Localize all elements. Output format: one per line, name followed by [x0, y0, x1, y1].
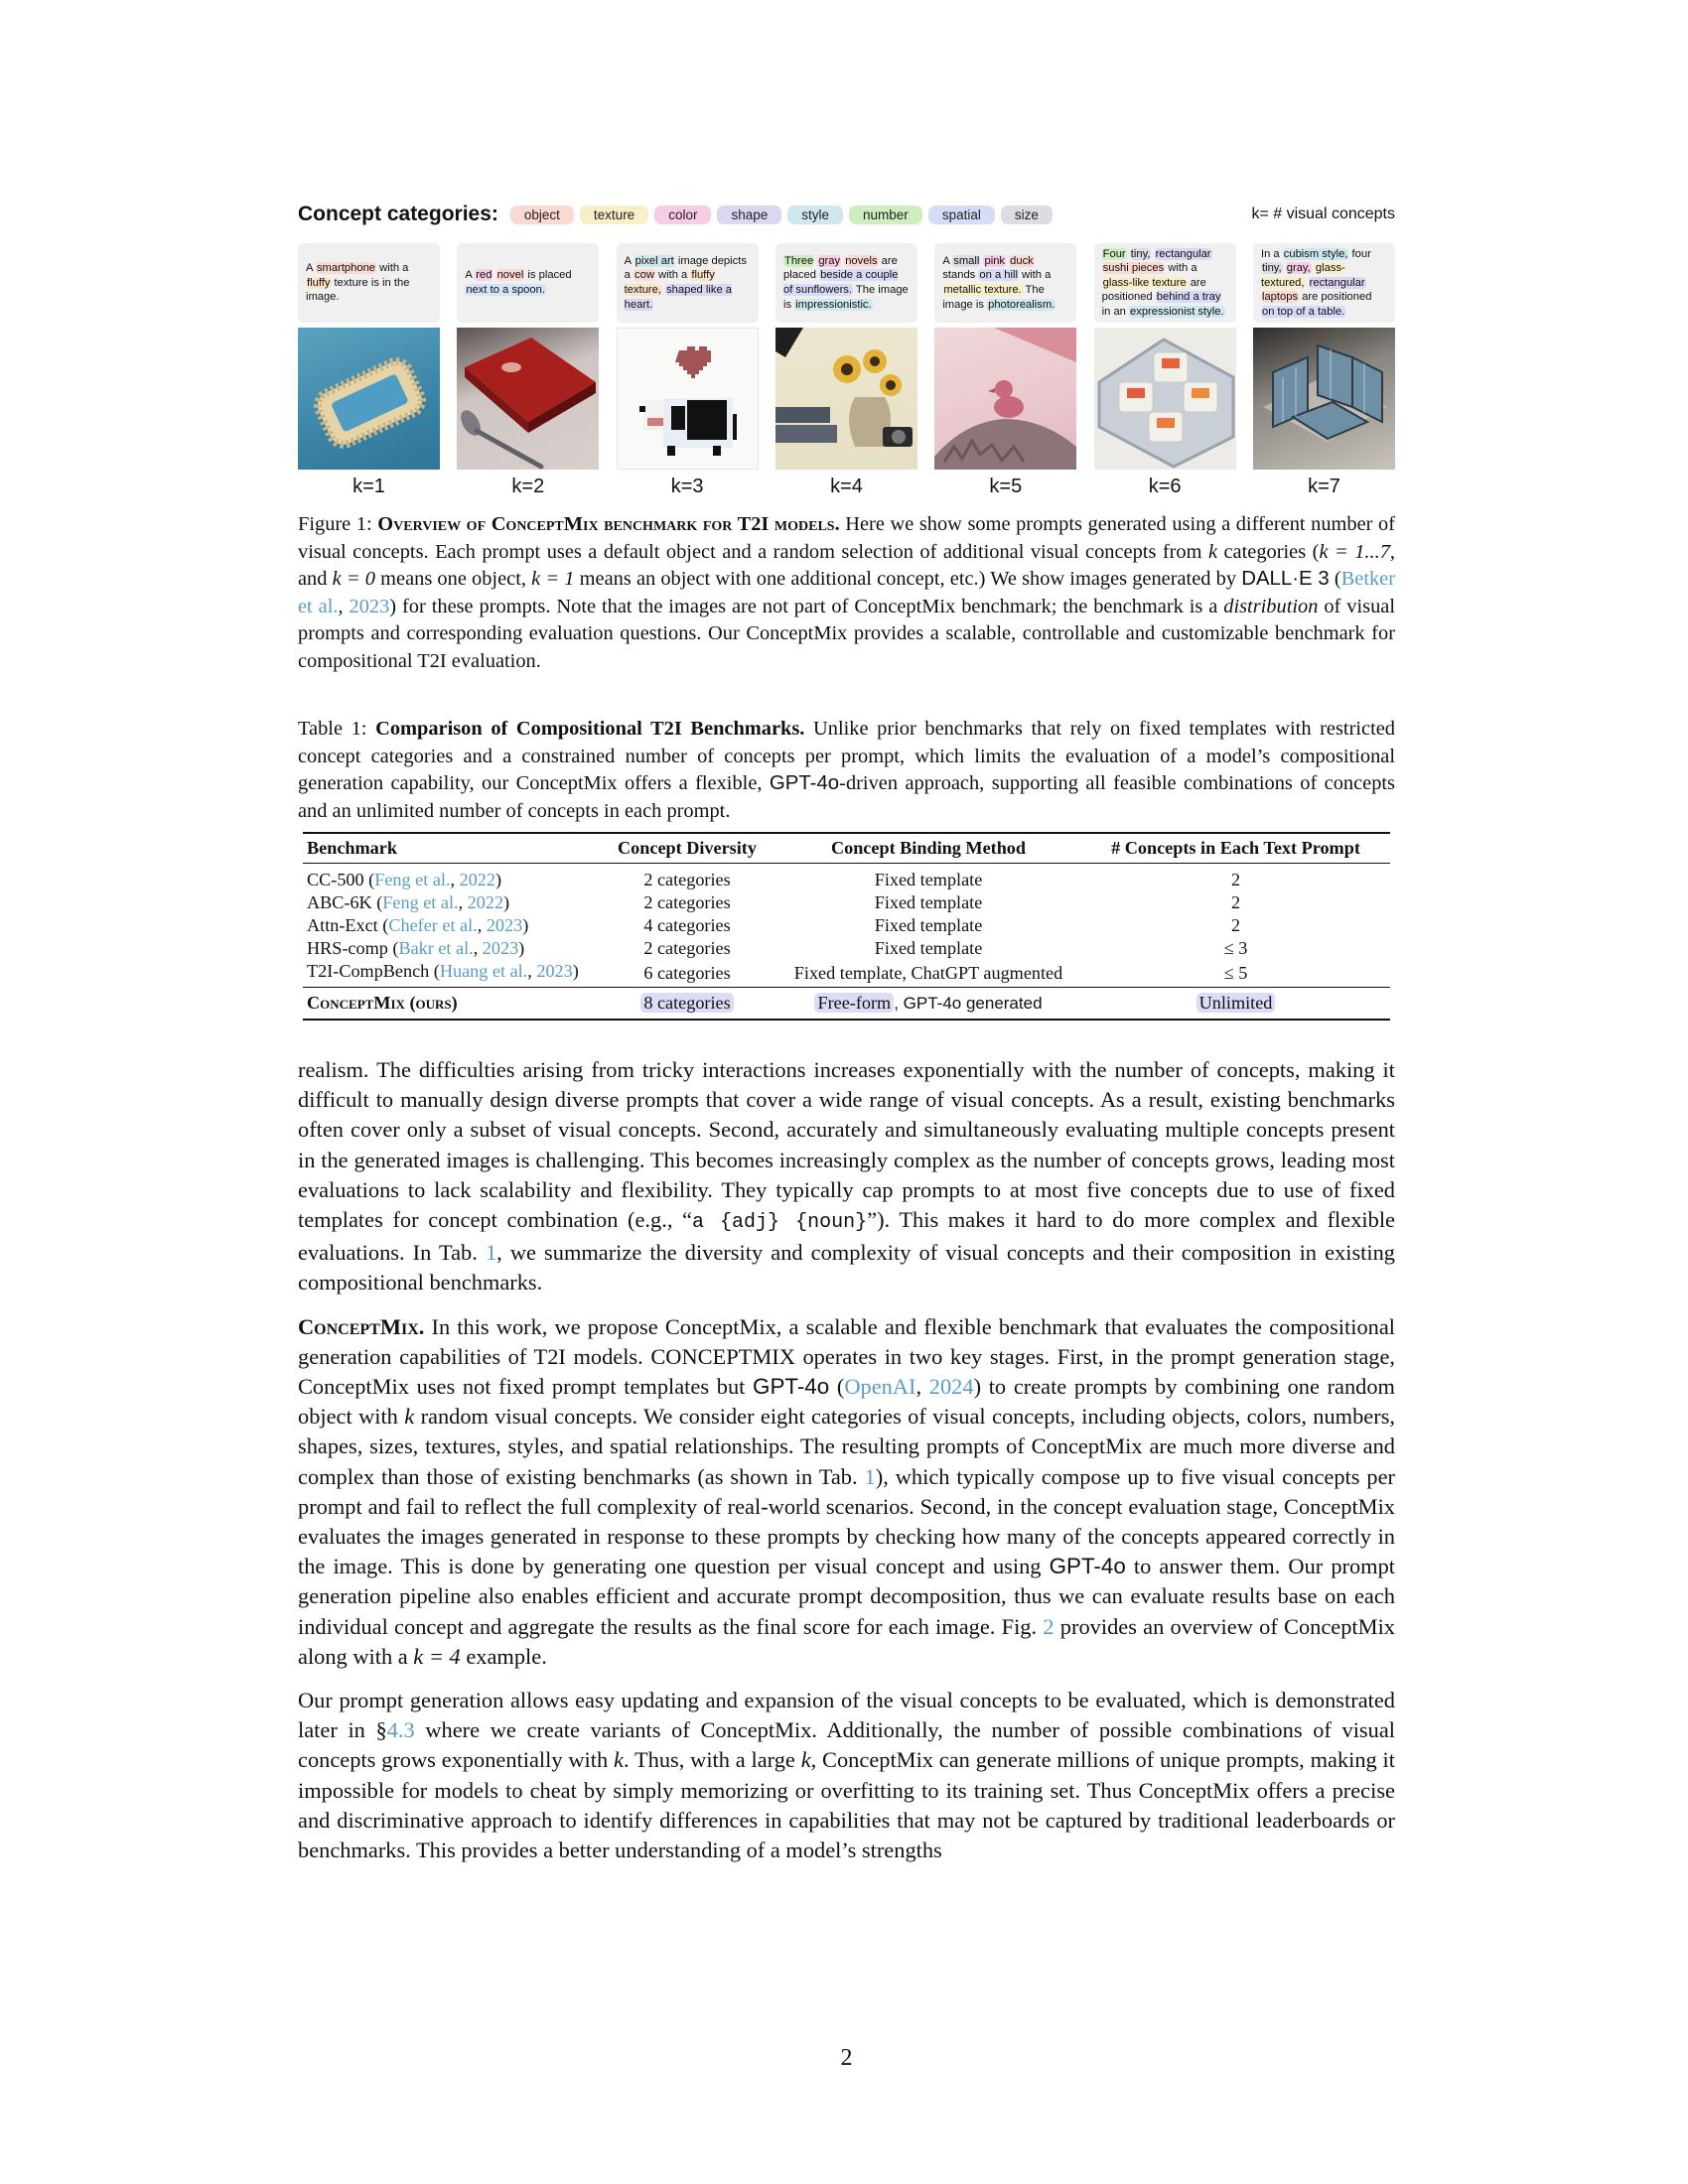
binding-cell: Fixed template — [874, 915, 983, 935]
prompt-card — [934, 243, 1076, 323]
text: ”). This makes it hard to do more complex and flexible evaluations. In Tab. — [298, 1207, 1395, 1266]
benchmark-name: CC-500 — [307, 870, 364, 889]
header-diversity: Concept Diversity — [599, 833, 775, 864]
table-row-ours — [303, 988, 1390, 1021]
caption-text: means an object with one additional concept, etc.) We show images generated by — [574, 568, 1242, 590]
gpt-name: GPT-4o — [769, 772, 840, 794]
figure-panel — [1094, 243, 1236, 498]
benchmark-cell: T2I-CompBench (Huang et al., 2023) — [307, 961, 579, 981]
section-ref-link[interactable]: 4.3 — [386, 1717, 415, 1743]
table-ref-link[interactable]: 1 — [864, 1463, 876, 1489]
text: provides an overview of ConceptMix along with a — [298, 1613, 1395, 1669]
paragraph: ConceptMix. In this work, we propose ConceptMix, a scalable and flexible benchmark that evaluates the compositional generation capabilities of T2I models. CONCEPTMIX operates in two key stages. First, in the prompt generation stage, ConceptMix uses not fixed prompt templates but GPT-4o (OpenAI, 2024) to create prompts by combining one random object with k random visual concepts. We consider eight categories of visual concepts, including objects, colors, numbers, shapes, sizes, textures, styles, and spatial relationships. The resulting prompts of ConceptMix are much more diverse and complex than those of existing benchmarks (as shown in Tab. 1), which typically compose up to five visual concepts per prompt and fail to reflect the full complexity of real-world scenarios. Second, in the concept evaluation stage, ConceptMix evaluates the images generated in response to these prompts by checking how many of the concepts appeared correctly in the image. This is done by generating one question per visual concept and using GPT-4o to answer them. Our prompt generation pipeline also enables efficient and accurate prompt decomposition, thus we can evaluate results base on each individual concept and aggregate the results as the final score for each image. Fig. 2 provides an overview of ConceptMix along with a k = 4 example. — [298, 1313, 1395, 1669]
highlight: Free-form — [814, 993, 894, 1013]
caption-text: ) for these prompts. Note that the images are not part of ConceptMix benchmark; the benchmark is a — [389, 595, 1224, 617]
text: realism. The difficulties arising from tricky interactions increases exponentially with the number of concepts, making it difficult to manually design diverse prompts that cover a wide range of visual concepts. As a result, existing benchmarks often cover only a subset of visual concepts. Second, accurately and simultaneously evaluating multiple concepts present in the generated images is challenging. This becomes increasingly complex as the number of concepts grows, leading most evaluations to lack scalability and flexibility. They typically cap prompts to at most five concepts due to use of fixed templates for concept combination (e.g., “ — [298, 1057, 1395, 1233]
citation-year-link[interactable]: 2022 — [459, 870, 495, 889]
text: example. — [460, 1643, 547, 1669]
k-label: k=2 — [511, 476, 545, 497]
table-row — [303, 891, 1390, 914]
k-legend: k= # visual concepts — [1251, 205, 1395, 222]
prompt-text: Three gray novels are placed beside a couple of sunflowers. The image is impressionistic. — [782, 254, 909, 311]
figure-panel — [457, 243, 599, 498]
figure1-caption: Figure 1: Overview of ConceptMix benchmark for T2I models. Here we show some prompts generated using a different number of visual concepts. Each prompt uses a default object and a random selection of additional visual concepts from k categories (k = 1...7, and k = 0 means one object, k = 1 means an object with one additional concept, etc.) We show images generated by DALL·E 3 (Betker et al., 2023) for these prompts. Note that the images are not part of ConceptMix benchmark; the benchmark is a distribution of visual prompts and corresponding evaluation questions. Our ConceptMix provides a scalable, controllable and customizable benchmark for compositional T2I evaluation. — [298, 513, 1396, 672]
header-binding: Concept Binding Method — [775, 833, 1081, 864]
prompt-card — [298, 243, 440, 323]
citation-year-link[interactable]: 2023 — [486, 915, 523, 935]
highlight: Unlimited — [1196, 993, 1276, 1013]
diversity-cell: 2 categories — [643, 892, 731, 912]
math-k: k — [1207, 540, 1218, 563]
diversity-cell: 6 categories — [643, 963, 731, 983]
k-label: k=5 — [989, 476, 1023, 497]
generated-image-pixel-cow-heart — [617, 328, 759, 470]
diversity-cell — [599, 988, 775, 1021]
caption-text: of visual prompts and corresponding evaluation questions. Our ConceptMix provides a scalable, controllable and customizable benchmark for compositional T2I evaluation. — [298, 595, 1395, 672]
text: , ConceptMix can generate millions of unique prompts, making it impossible for models to cheat by simply memorizing or overfitting to its training set. Thus ConceptMix offers a precise and discriminative approach to identify differences in capabilities that may not be captured by traditional leaderboards or benchmarks. This provides a better understanding of a model’s strengths — [298, 1747, 1395, 1863]
chip-spatial: spatial — [928, 205, 995, 224]
benchmark-name: HRS-comp — [307, 938, 388, 958]
math-k4: k = 4 — [413, 1643, 461, 1669]
header-concepts: # Concepts in Each Text Prompt — [1081, 833, 1390, 864]
table-row — [303, 960, 1390, 988]
page-number: 2 — [840, 2045, 853, 2071]
figure-panel — [775, 243, 917, 498]
paragraph — [298, 1686, 1395, 1865]
concepts-cell: ≤ 3 — [1223, 938, 1248, 958]
benchmark-name: Attn-Exct — [307, 915, 378, 935]
diversity-cell: 4 categories — [643, 915, 731, 935]
citation-link[interactable]: Huang et al. — [439, 961, 528, 981]
prompt-text: A small pink duck stands on a hill with a metallic texture. The image is photorealism. — [942, 254, 1055, 311]
concepts-cell: 2 — [1230, 870, 1241, 889]
k-label: k=7 — [1308, 476, 1340, 497]
citation-year-link[interactable]: 2022 — [467, 892, 504, 912]
caption-text: ( — [1329, 568, 1341, 590]
text: ( — [829, 1374, 845, 1400]
citation-link[interactable]: Betker et al. — [298, 568, 1396, 617]
caption-text: Here we show some prompts generated using a different number of visual concepts. Each prompt uses a default object and a random selection of additional visual concepts from — [298, 513, 1395, 563]
paragraph — [298, 1055, 1395, 1298]
citation-year-link[interactable]: 2023 — [536, 961, 573, 981]
prompt-text: Four tiny, rectangular sushi pieces with a glass-like texture are positioned behind a tray in an expressionist style. — [1101, 247, 1224, 318]
binding-cell: Fixed template, ChatGPT augmented — [793, 963, 1063, 983]
benchmark-cell: ABC-6K (Feng et al., 2022) — [307, 892, 510, 912]
prompt-text: A smartphone with a fluffy texture is in the image. — [306, 262, 410, 304]
citation-year-link[interactable]: 2023 — [482, 938, 519, 958]
caption-italic: distribution — [1223, 595, 1319, 617]
benchmark-name: ConceptMix (ours) — [307, 993, 458, 1013]
chip-object: object — [510, 205, 574, 224]
table1-caption — [298, 716, 1395, 825]
text: , we summarize the diversity and complexity of visual concepts and their composition in existing compositional benchmarks. — [298, 1240, 1395, 1296]
k-label: k=3 — [670, 476, 704, 497]
chip-shape: shape — [717, 205, 781, 224]
chip-size: size — [1001, 205, 1053, 224]
text: ), which typically compose up to five visual concepts per prompt and fail to reflect the full complexity of real-world scenarios. Second, in the concept evaluation stage, ConceptMix evaluates the images generated in response to these prompts by checking how many of the concepts appeared correctly in the image. This is done by generating one question per visual concept and using — [298, 1463, 1395, 1579]
citation-link[interactable]: Feng et al. — [374, 870, 451, 889]
text: random visual concepts. We consider eight categories of visual concepts, including objects, colors, numbers, shapes, sizes, textures, styles, and spatial relationships. The resulting prompts of ConceptMix are much more diverse and complex than those of existing benchmarks (as shown in Tab. — [298, 1404, 1395, 1489]
highlight: 8 categories — [640, 993, 733, 1013]
prompt-card — [1253, 243, 1395, 323]
citation-year-link[interactable]: 2024 — [928, 1374, 974, 1400]
gpt-name: GPT-4o — [753, 1374, 830, 1400]
concepts-cell: 2 — [1230, 892, 1241, 912]
concept-categories-title: Concept categories: — [298, 203, 498, 225]
k-label: k=1 — [352, 476, 385, 497]
prompt-text: A red novel is placed next to a spoon. — [465, 269, 572, 296]
citation-link[interactable]: Chefer et al. — [388, 915, 478, 935]
generated-image-fluffy-smartphone — [298, 328, 440, 470]
k-label: k=4 — [830, 476, 863, 497]
code-snippet: a {adj} {noun} — [692, 1211, 868, 1235]
caption-text: , and — [298, 540, 1395, 590]
figure1-header — [298, 202, 1395, 227]
caption-text: -driven approach, supporting all feasible combinations of concepts and an unlimited number of concepts in each prompt. — [298, 772, 1395, 822]
prompt-card — [457, 243, 599, 323]
dalle-name: DALL·E 3 — [1241, 568, 1330, 590]
caption-text: Unlike prior benchmarks that rely on fixed templates with restricted concept categories and a constrained number of concepts per prompt, which limits the evaluation of a model’s compositional generation capability, our ConceptMix offers a flexible, — [298, 718, 1395, 794]
citation-year-link[interactable]: 2023 — [349, 595, 390, 617]
k-label: k=6 — [1148, 476, 1182, 497]
diversity-cell: 2 categories — [643, 938, 731, 958]
figure-ref-link[interactable]: 2 — [1043, 1613, 1055, 1639]
benchmark-cell: Attn-Exct (Chefer et al., 2023) — [307, 915, 529, 935]
prompt-card — [617, 243, 759, 323]
text: where we create variants of ConceptMix. Additionally, the number of possible combinations of visual concepts grows exponentially with — [298, 1717, 1395, 1773]
body-text — [298, 1055, 1395, 1879]
generated-image-red-novel-spoon — [457, 328, 599, 470]
table-row — [303, 937, 1390, 960]
text: In this work, we propose ConceptMix, a scalable and flexible benchmark that evaluates the compositional generation capabilities of T2I models. CONCEPTMIX operates in two key stages. First, in the prompt generation stage, ConceptMix uses not fixed prompt templates but — [298, 1313, 1395, 1400]
generated-image-glass-laptops — [1253, 328, 1395, 470]
binding-cell: Fixed template — [874, 938, 983, 958]
figure-panel — [1253, 243, 1395, 498]
math-k1: k = 1 — [531, 568, 575, 590]
figure-panel — [298, 243, 440, 498]
citation-link[interactable]: Bakr et al. — [398, 938, 474, 958]
benchmark-cell: HRS-comp (Bakr et al., 2023) — [307, 938, 525, 958]
chip-texture: texture — [580, 205, 648, 224]
table-row — [303, 864, 1390, 892]
citation-link[interactable]: OpenAI — [844, 1374, 916, 1400]
caption-bold: Overview of ConceptMix benchmark for T2I models. — [377, 513, 840, 535]
concepts-cell: 2 — [1230, 915, 1241, 935]
figure1-panels — [298, 243, 1395, 498]
comparison-table — [303, 832, 1390, 1021]
prompt-card — [775, 243, 917, 323]
caption-bold: Comparison of Compositional T2I Benchmarks. — [375, 718, 805, 740]
concepts-cell: ≤ 5 — [1223, 963, 1248, 983]
math-k0: k = 0 — [332, 568, 375, 590]
diversity-cell: 2 categories — [643, 870, 731, 889]
figure-panel — [934, 243, 1076, 498]
header-benchmark: Benchmark — [303, 833, 599, 864]
binding-rest: , GPT-4o generated — [894, 994, 1043, 1013]
caption-label: Figure 1: — [298, 513, 372, 535]
chip-number: number — [849, 205, 922, 224]
citation-link[interactable]: Feng et al. — [382, 892, 459, 912]
benchmark-name: T2I-CompBench — [307, 961, 430, 981]
benchmark-cell — [303, 988, 599, 1021]
generated-image-sushi-tray — [1094, 328, 1236, 470]
caption-text: means one object, — [374, 568, 532, 590]
gpt-name: GPT-4o — [1049, 1554, 1126, 1579]
generated-image-pink-duck-hill — [934, 328, 1076, 470]
table-header-row — [303, 833, 1390, 864]
binding-cell: Fixed template — [874, 892, 983, 912]
binding-cell — [775, 988, 1081, 1021]
caption-label: Table 1: — [298, 718, 367, 740]
generated-image-novels-sunflowers — [775, 328, 917, 470]
benchmark-name: ABC-6K — [307, 892, 372, 912]
table-row — [303, 914, 1390, 937]
binding-cell: Fixed template — [874, 870, 983, 889]
benchmark-cell: CC-500 (Feng et al., 2022) — [307, 870, 502, 889]
concepts-cell — [1081, 988, 1390, 1021]
text: . Thus, with a large — [623, 1747, 801, 1773]
prompt-text: A pixel art image depicts a cow with a fluffy texture, shaped like a heart. — [624, 254, 747, 311]
prompt-card — [1094, 243, 1236, 323]
figure-panel — [617, 243, 759, 498]
text: Our prompt generation allows easy updating and expansion of the visual concepts to be evaluated, which is demonstrated later in § — [298, 1688, 1395, 1743]
chip-color: color — [654, 205, 711, 224]
math-k: k — [614, 1747, 624, 1773]
math-k: k — [800, 1747, 811, 1773]
math-range: k = 1...7 — [1319, 540, 1390, 563]
chip-style: style — [787, 205, 843, 224]
math-k: k — [404, 1404, 415, 1430]
paragraph-heading: ConceptMix. — [298, 1313, 425, 1339]
text: to answer them. Our prompt generation pipeline also enables efficient and accurate prompt decomposition, thus we can evaluate results base on each individual concept and aggregate the results as the final score for each image. Fig. — [298, 1554, 1395, 1639]
text: ) to create prompts by combining one random object with — [298, 1374, 1395, 1430]
table-ref-link[interactable]: 1 — [485, 1240, 497, 1266]
prompt-text: In a cubism style, four tiny, gray, glass-textured, rectangular laptops are positioned on top of a table. — [1260, 247, 1372, 318]
caption-text: categories ( — [1217, 540, 1320, 563]
